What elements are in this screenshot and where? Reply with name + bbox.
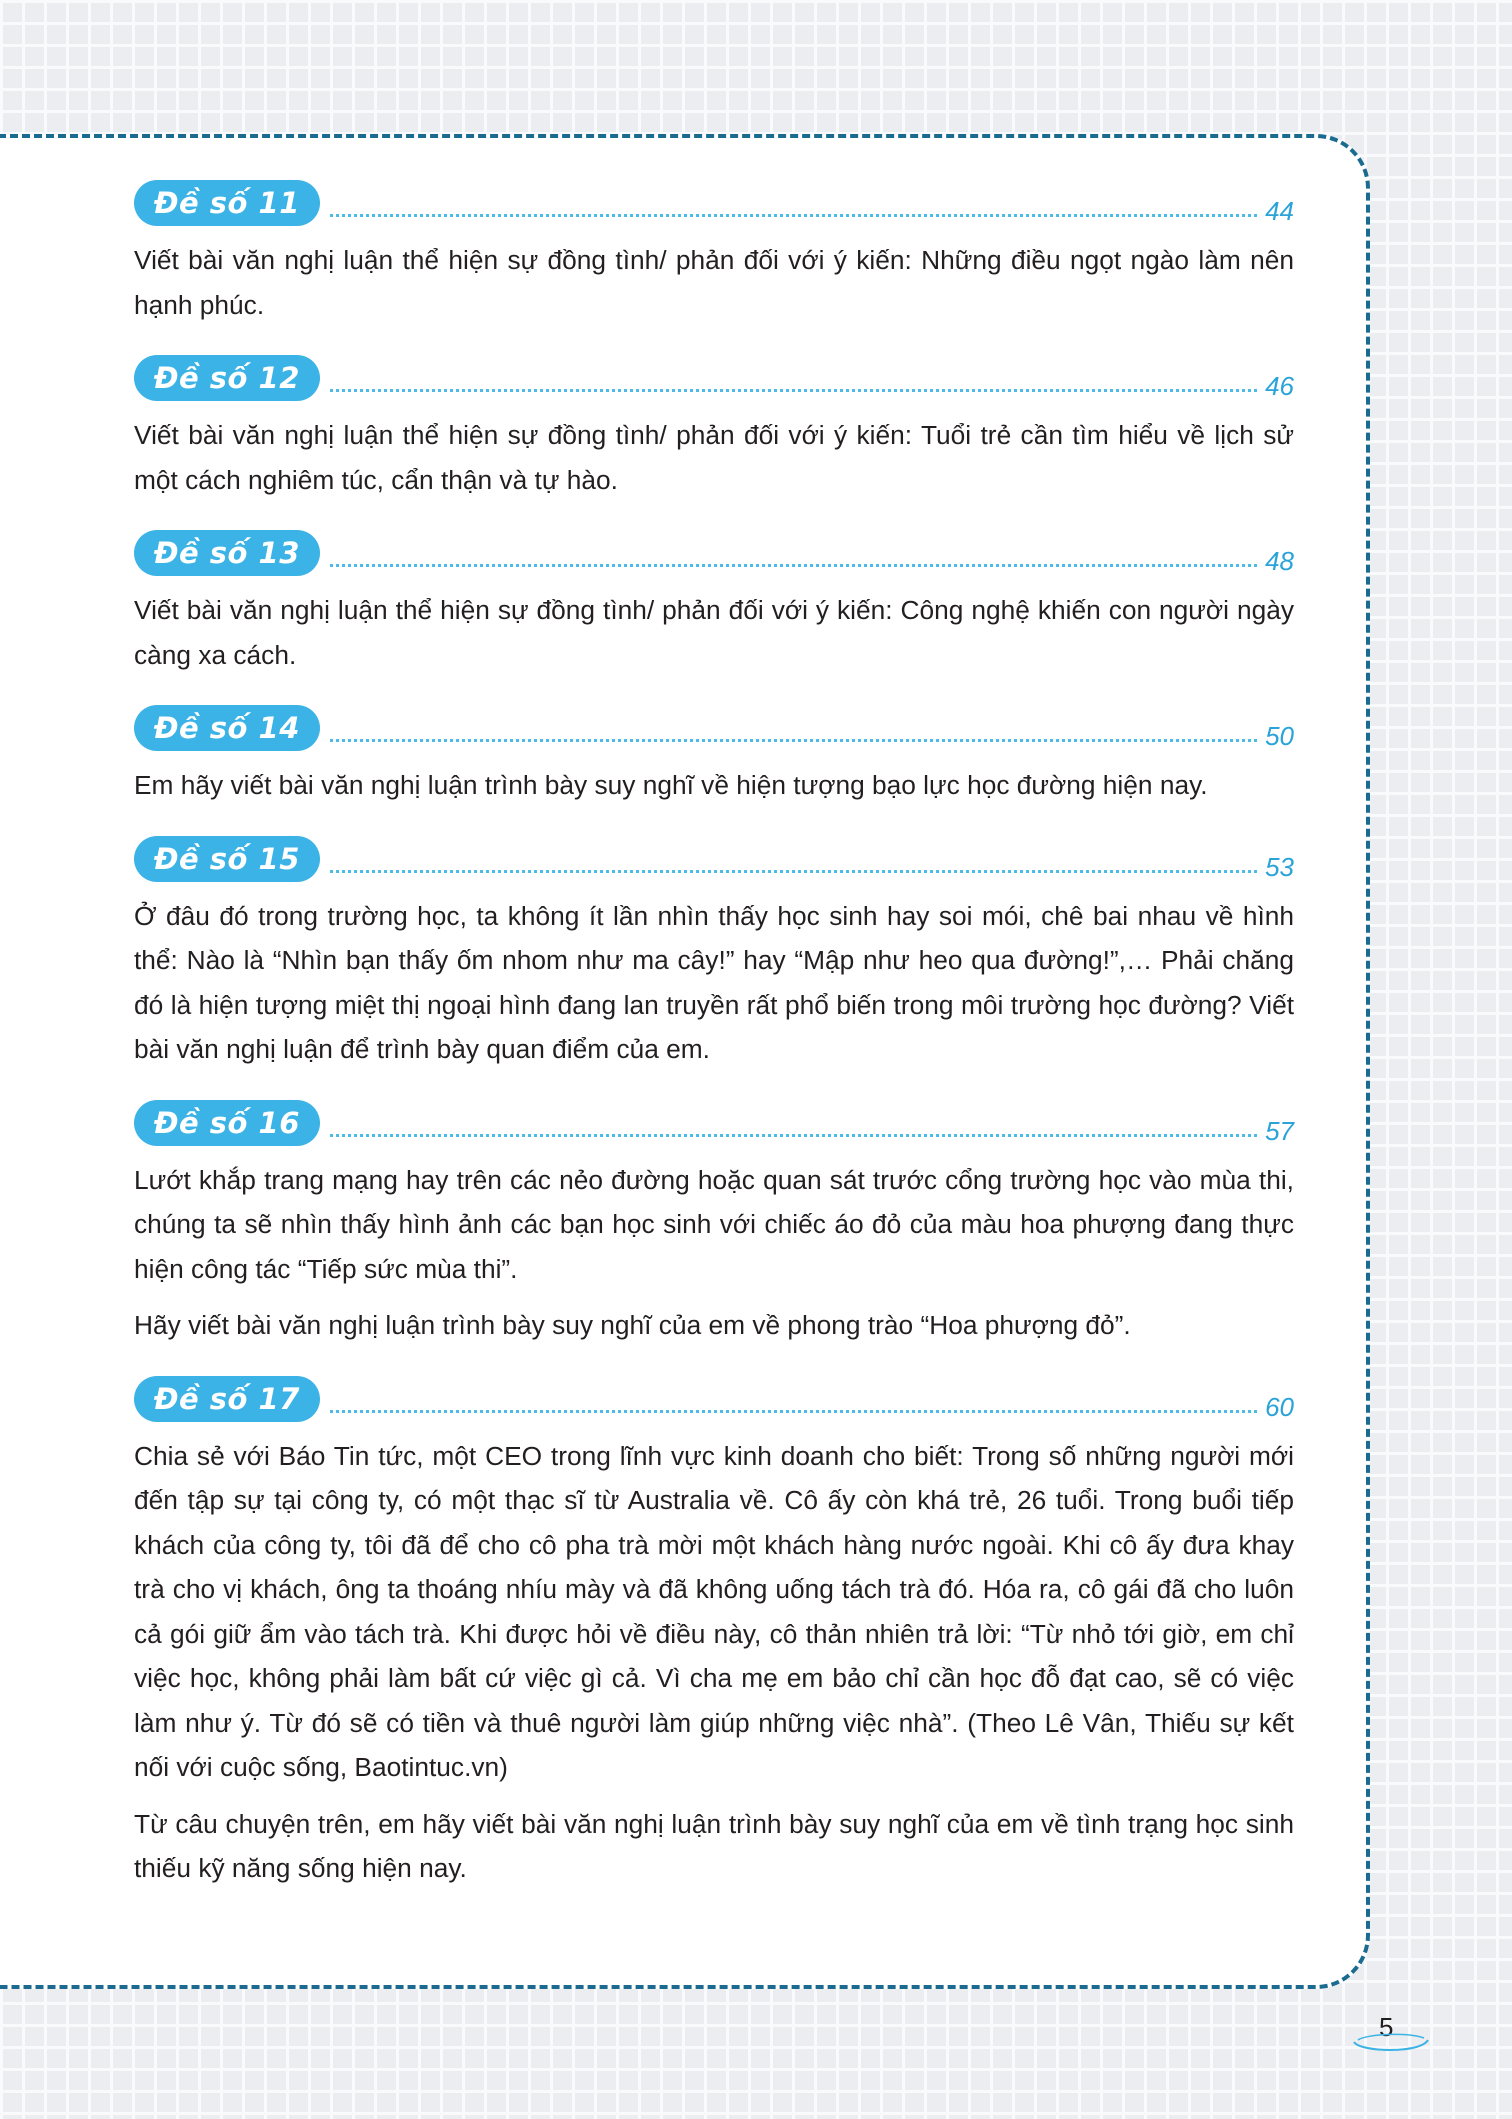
section-header bbox=[134, 353, 1294, 401]
prompt-text: Ở đâu đó trong trường học, ta không ít lần nhìn thấy học sinh hay soi mói, chê bai nhau về hình thể: Nào là “Nhìn bạn thấy ốm nhom như ma cây!” hay “Mập như heo qua đường!”,… Phải chăng đó là hiện tượng miệt thị ngoại hình đang lan truyền rất phổ biến trong môi trường học đường? Viết bài văn nghị luận để trình bày quan điểm của em. bbox=[134, 900, 1294, 1064]
dotted-leader bbox=[330, 870, 1257, 873]
dotted-leader bbox=[330, 739, 1257, 742]
section-label-badge: Đề số 16 bbox=[134, 1100, 320, 1146]
section-de-12 bbox=[134, 353, 1294, 502]
prompt-text: Chia sẻ với Báo Tin tức, một CEO trong lĩnh vực kinh doanh cho biết: Trong số những người mới đến tập sự tại công ty, có một thạc sĩ từ Australia về. Cô ấy còn khá trẻ, 26 tuổi. Trong buổi tiếp khách của công ty, tôi đã để cho cô pha trà mời một khách hàng nước ngoài. Khi cô ấy đưa khay trà cho vị khách, ông ta thoáng nhíu mày và đã không uống tách trà đó. Hóa ra, cô gái đã cho luôn cả gói giữ ẩm vào tách trà. Khi được hỏi về điều này, cô thản nhiên trả lời: “Từ nhỏ tới giờ, em chỉ việc học, không phải làm bất cứ việc gì cả. Vì cha mẹ em bảo chỉ cần học đỗ đạt cao, sẽ có việc làm như ý. Từ đó sẽ có tiền và thuê người làm giúp những việc nhà”. (Theo Lê Vân, Thiếu sự kết nối với cuộc sống, Baotintuc.vn) bbox=[134, 1440, 1294, 1782]
section-header bbox=[134, 178, 1294, 226]
page-number-swirl-icon bbox=[1350, 2030, 1432, 2054]
dotted-leader bbox=[330, 389, 1257, 392]
prompt-text: Viết bài văn nghị luận thể hiện sự đồng tình/ phản đối với ý kiến: Tuổi trẻ cần tìm hiểu về lịch sử một cách nghiêm túc, cẩn thận và tự hào. bbox=[134, 420, 1294, 495]
page-reference: 46 bbox=[1265, 371, 1294, 401]
dotted-leader bbox=[330, 214, 1257, 217]
section-header bbox=[134, 528, 1294, 576]
page-reference: 57 bbox=[1265, 1115, 1294, 1146]
prompt-text: Từ câu chuyện trên, em hãy viết bài văn nghị luận trình bày suy nghĩ của em về tình trạng học sinh thiếu kỹ năng sống hiện nay. bbox=[134, 1808, 1294, 1883]
prompt-text: Viết bài văn nghị luận thể hiện sự đồng tình/ phản đối với ý kiến: Công nghệ khiến con người ngày càng xa cách. bbox=[134, 595, 1294, 670]
section-de-14 bbox=[134, 703, 1294, 808]
prompt-text: Hãy viết bài văn nghị luận trình bày suy nghĩ của em về phong trào “Hoa phượng đỏ”. bbox=[134, 1310, 1131, 1340]
section-de-17 bbox=[134, 1374, 1294, 1891]
page-reference: 44 bbox=[1265, 196, 1294, 226]
content bbox=[134, 178, 1294, 1917]
dotted-leader bbox=[330, 1410, 1257, 1413]
section-label-badge: Đề số 12 bbox=[134, 355, 320, 401]
section-label-badge: Đề số 17 bbox=[134, 1376, 320, 1422]
prompt-text: Em hãy viết bài văn nghị luận trình bày suy nghĩ về hiện tượng bạo lực học đường hiện nay. bbox=[134, 770, 1208, 800]
prompt-text: Lướt khắp trang mạng hay trên các nẻo đường hoặc quan sát trước cổng trường học vào mùa thi, chúng ta sẽ nhìn thấy hình ảnh các bạn học sinh với chiếc áo đỏ của màu hoa phượng đang thực hiện công tác “Tiếp sức mùa thi”. bbox=[134, 1164, 1294, 1284]
section-header bbox=[134, 1098, 1294, 1146]
section-label-badge: Đề số 14 bbox=[134, 705, 320, 751]
section-label-badge: Đề số 11 bbox=[134, 180, 320, 226]
section-de-13 bbox=[134, 528, 1294, 677]
page-reference: 50 bbox=[1265, 721, 1294, 751]
section-header bbox=[134, 703, 1294, 751]
section-de-11 bbox=[134, 178, 1294, 327]
section-label-badge: Đề số 13 bbox=[134, 530, 320, 576]
page-reference: 60 bbox=[1265, 1391, 1294, 1422]
section-label-badge: Đề số 15 bbox=[134, 836, 320, 882]
dotted-leader bbox=[330, 1134, 1257, 1137]
section-de-15 bbox=[134, 834, 1294, 1072]
section-header bbox=[134, 1374, 1294, 1422]
page-number: 5 bbox=[1379, 2012, 1394, 2042]
section-header bbox=[134, 834, 1294, 882]
dotted-leader bbox=[330, 564, 1257, 567]
page-reference: 48 bbox=[1265, 546, 1294, 576]
section-de-16 bbox=[134, 1098, 1294, 1348]
prompt-text: Viết bài văn nghị luận thể hiện sự đồng tình/ phản đối với ý kiến: Những điều ngọt ngào làm nên hạnh phúc. bbox=[134, 245, 1294, 320]
page-reference: 53 bbox=[1265, 851, 1294, 882]
